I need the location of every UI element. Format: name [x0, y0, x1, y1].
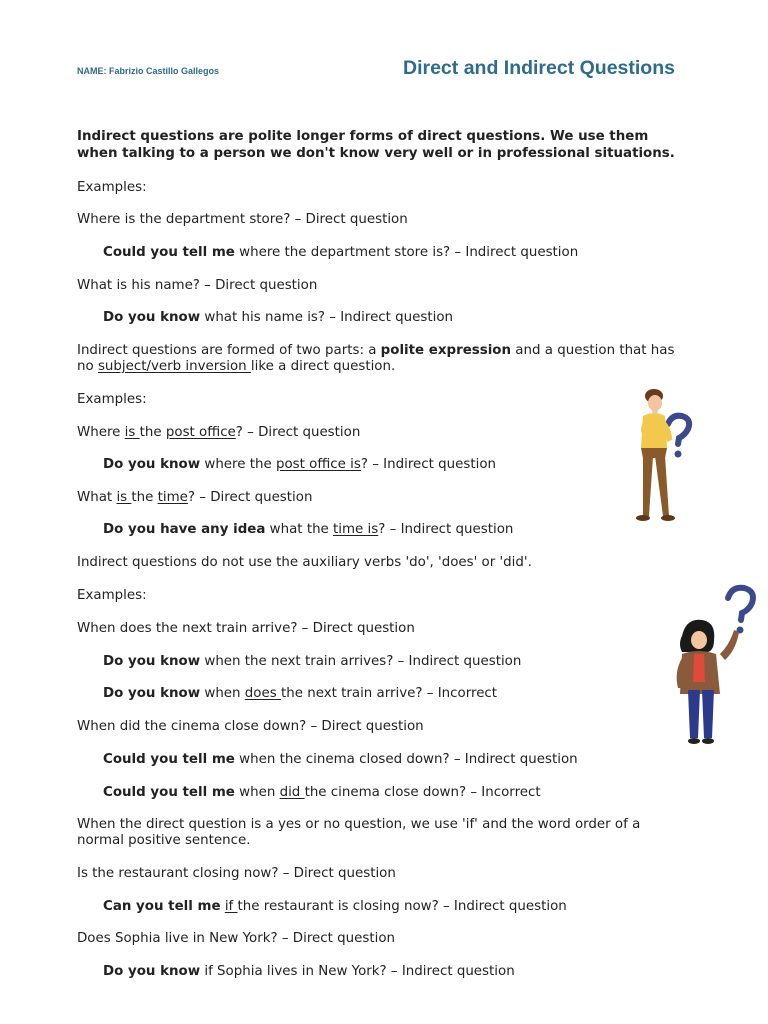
- text: no: [77, 359, 98, 374]
- example-direct-question: Does Sophia live in New York? – Direct question: [77, 931, 395, 946]
- polite-expression: Do you know: [103, 686, 201, 701]
- polite-expression: Could you tell me: [103, 785, 235, 800]
- polite-expression: Do you know: [103, 310, 201, 325]
- text: when: [200, 686, 245, 701]
- examples-label: Examples:: [77, 588, 147, 603]
- example-indirect-question: [103, 310, 453, 325]
- example-direct-question: [77, 490, 312, 505]
- question-text: what his name is? – Indirect question: [200, 310, 454, 325]
- text: Where: [77, 425, 125, 440]
- page-title: Direct and Indirect Questions: [403, 57, 675, 79]
- question-text: if Sophia lives in New York? – Indirect question: [200, 964, 515, 979]
- parts-explanation-line-1: [77, 343, 674, 358]
- verb: is: [124, 425, 140, 440]
- inversion-term: subject/verb inversion: [97, 359, 251, 374]
- example-direct-question: [77, 425, 360, 440]
- polite-expression: Do you have any idea: [103, 522, 266, 537]
- example-direct-question: When does the next train arrive? – Direct question: [77, 621, 415, 636]
- example-incorrect-question: [103, 686, 497, 701]
- thinking-man-illustration: [624, 384, 696, 528]
- text: ? – Direct question: [187, 490, 313, 505]
- polite-expression: Could you tell me: [103, 752, 235, 767]
- text: ? – Direct question: [235, 425, 361, 440]
- example-indirect-question: [103, 964, 515, 979]
- question-text: when the cinema closed down? – Indirect question: [234, 752, 578, 767]
- example-indirect-question: [103, 654, 521, 669]
- intro-line-2: when talking to a person we don't know very well or in professional situations.: [77, 146, 675, 161]
- example-indirect-question: [103, 245, 578, 260]
- example-direct-question: When did the cinema close down? – Direct question: [77, 719, 424, 734]
- subject: time: [157, 490, 188, 505]
- text: what the: [265, 522, 334, 537]
- examples-label: Examples:: [77, 180, 147, 195]
- subject-verb: time is: [333, 522, 379, 537]
- text: ? – Indirect question: [378, 522, 514, 537]
- text: where the: [200, 457, 276, 472]
- example-incorrect-question: [103, 785, 541, 800]
- student-name-label: NAME: Fabrizio Castillo Gallegos: [77, 66, 220, 76]
- text: the restaurant is closing now? – Indirect question: [237, 899, 567, 914]
- polite-expression: Do you know: [103, 654, 201, 669]
- text: Indirect questions are formed of two parts: a: [77, 343, 381, 358]
- text: the next train arrive? – Incorrect: [280, 686, 498, 701]
- example-indirect-question: [103, 752, 578, 767]
- subject-verb: post office is: [275, 457, 361, 472]
- example-indirect-question: [103, 899, 567, 914]
- text: and a question that has: [511, 343, 675, 358]
- auxiliary-verb: does: [244, 686, 281, 701]
- example-indirect-question: [103, 522, 513, 537]
- yes-no-explanation-line-1: When the direct question is a yes or no question, we use 'if' and the word order of a: [77, 817, 641, 832]
- text: the: [139, 425, 166, 440]
- text: ? – Indirect question: [360, 457, 497, 472]
- example-direct-question: Where is the department store? – Direct question: [77, 212, 408, 227]
- polite-expression: Do you know: [103, 457, 201, 472]
- verb: is: [116, 490, 132, 505]
- subject: post office: [165, 425, 236, 440]
- text: the: [131, 490, 158, 505]
- text: when: [234, 785, 280, 800]
- text: What: [77, 490, 117, 505]
- text: like a direct question.: [250, 359, 396, 374]
- question-text: when the next train arrives? – Indirect question: [200, 654, 522, 669]
- auxiliary-verb: did: [279, 785, 305, 800]
- question-text: where the department store is? – Indirect question: [234, 245, 579, 260]
- example-direct-question: Is the restaurant closing now? – Direct question: [77, 866, 396, 881]
- examples-label: Examples:: [77, 392, 147, 407]
- polite-expression: Could you tell me: [103, 245, 235, 260]
- polite-expression: Do you know: [103, 964, 201, 979]
- polite-expression: Can you tell me: [103, 899, 221, 914]
- intro-line-1: Indirect questions are polite longer forms of direct questions. We use them: [77, 129, 649, 144]
- text: the cinema close down? – Incorrect: [304, 785, 541, 800]
- yes-no-explanation-line-2: normal positive sentence.: [77, 833, 251, 848]
- example-direct-question: What is his name? – Direct question: [77, 278, 318, 293]
- parts-explanation-line-2: [77, 359, 395, 374]
- woman-with-question-mark-illustration: [668, 584, 760, 750]
- auxiliary-verbs-note: Indirect questions do not use the auxiliary verbs 'do', 'does' or 'did'.: [77, 555, 532, 570]
- polite-expression-term: polite expression: [380, 343, 512, 358]
- if-word: if: [224, 899, 238, 914]
- example-indirect-question: [103, 457, 496, 472]
